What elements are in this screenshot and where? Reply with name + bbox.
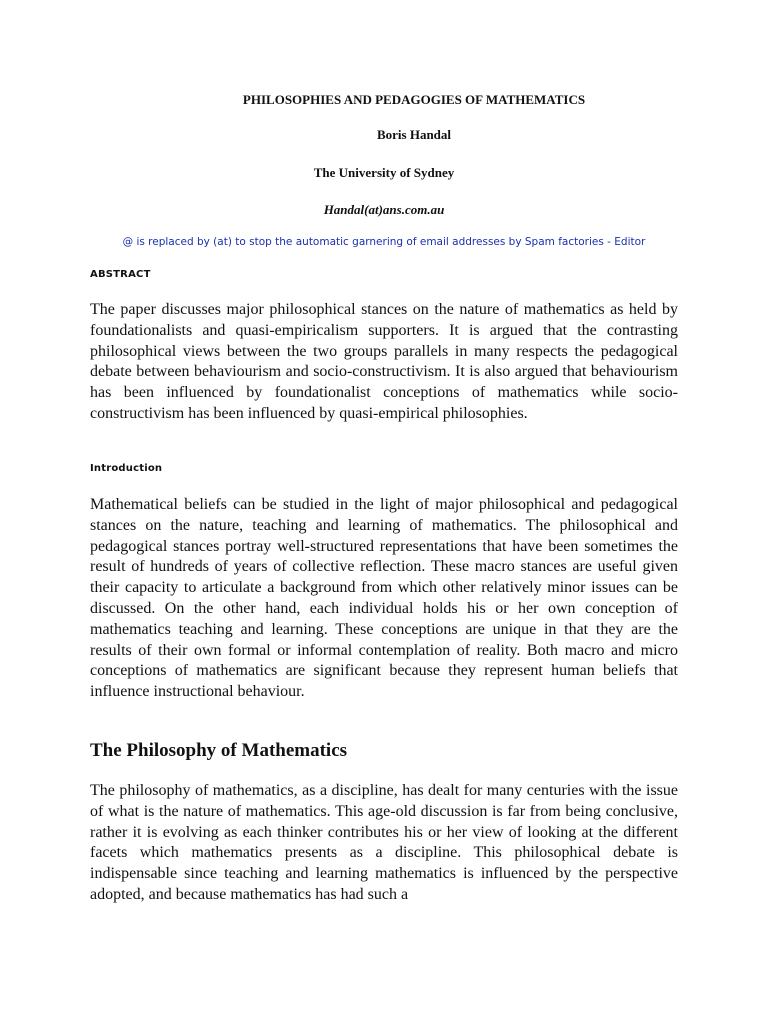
- author-email: Handal(at)ans.com.au: [323, 202, 445, 217]
- section-paragraph: The philosophy of mathematics, as a discipline, has dealt for many centuries with the issue of what is the nature of mathematics. This age-old discussion is far from being conclusive, rather it is evolving as each thinker contributes his or her view of looking at the different facets which mathematics presents as a discipline. This philosophical debate is indispensable since teaching and learning mathematics is influenced by the perspective adopted, and because mathematics has had such a: [90, 782, 678, 903]
- section-heading: The Philosophy of Mathematics: [90, 740, 348, 761]
- paper-title: PHILOSOPHIES AND PEDAGOGIES OF MATHEMATICS: [242, 92, 586, 107]
- introduction-heading: Introduction: [90, 463, 163, 474]
- abstract-paragraph: The paper discusses major philosophical stances on the nature of mathematics as held by foundationalists and quasi-empiricalism supporters. It is argued that the contrasting philosophical views between the two groups parallels in many respects the pedagogical debate between behaviourism and socio-constructivism. It is also argued that behaviourism has been influenced by foundationalist conceptions of mathematics while socio-constructivism has been influenced by quasi-empirical philosophies.: [90, 301, 678, 422]
- introduction-paragraph: Mathematical beliefs can be studied in the light of major philosophical and pedagogical stances on the nature, teaching and learning of mathematics. The philosophical and pedagogical stances portray well-structured representations that have been sometimes the result of hundreds of years of collective reflection. These macro stances are useful given their capacity to articulate a background from which other relatively minor issues can be discussed. On the other hand, each individual holds his or her own conception of mathematics teaching and learning. These conceptions are unique in that they are the results of their own formal or informal contemplation of reality. Both macro and micro conceptions of mathematics are significant because they represent human beliefs that influence instructional behaviour.: [90, 496, 678, 701]
- editor-note: @ is replaced by (at) to stop the automatic garnering of email addresses by Spam factories - Editor: [122, 236, 646, 248]
- author-name: Boris Handal: [376, 127, 452, 142]
- abstract-heading: ABSTRACT: [90, 269, 151, 280]
- author-affiliation: The University of Sydney: [313, 165, 455, 180]
